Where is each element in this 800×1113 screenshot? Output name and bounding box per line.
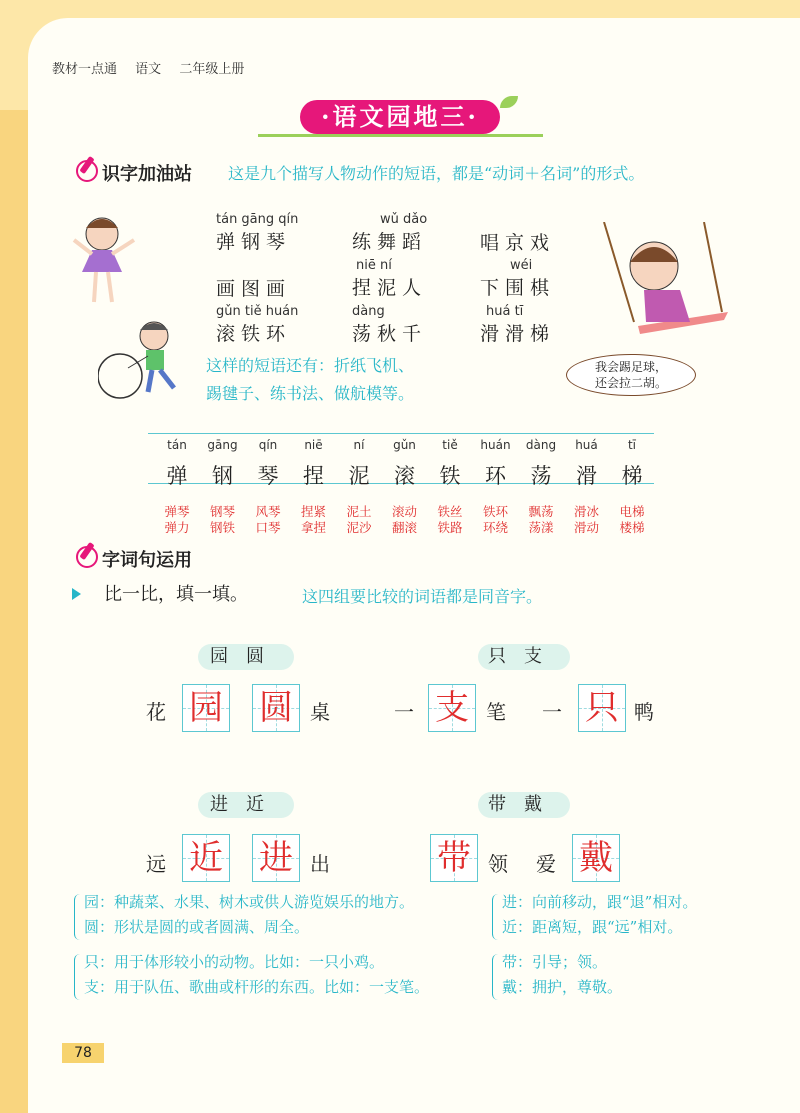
phrase-text: 滚铁环 <box>216 323 292 345</box>
char-glyph: 滑 <box>576 464 597 488</box>
char-word: 飘荡 <box>528 504 554 519</box>
phrase-text: 弹钢琴 <box>216 231 292 253</box>
speech-bubble-line-2: 还会拉二胡。 <box>594 376 667 390</box>
word-pair-pill: 进近 <box>198 792 294 818</box>
phrase-text: 画图画 <box>216 278 292 300</box>
boy-hoop-illustration <box>98 312 188 402</box>
char-column <box>200 438 246 536</box>
char-column <box>518 438 564 536</box>
phrase-7 <box>216 304 298 346</box>
answer-box <box>572 834 620 882</box>
char-column <box>427 438 473 536</box>
phrase-text: 捏泥人 <box>352 277 428 299</box>
answer-char: 进 <box>259 838 293 878</box>
more-phrases-line-1: 这样的短语还有：折纸飞机、 <box>206 356 415 375</box>
page-title: ·语文园地三· <box>300 100 500 134</box>
book-name: 教材一点通 <box>52 62 118 77</box>
answer-char: 近 <box>189 838 223 878</box>
answer-box <box>430 834 478 882</box>
char-column <box>473 438 519 536</box>
char-word: 铁环 <box>482 504 508 519</box>
char-word: 楼梯 <box>619 520 645 535</box>
char-pinyin: tán <box>167 438 187 452</box>
phrase-pinyin: dàng <box>352 304 385 319</box>
definition-line: 进：向前移动，跟“退”相对。 <box>502 893 698 911</box>
page-number: 78 <box>62 1043 104 1063</box>
char-pinyin: gǔn <box>393 438 416 452</box>
pencil-icon <box>76 160 98 182</box>
brace-icon <box>74 954 81 1000</box>
context-char: 出 <box>310 852 330 876</box>
char-column <box>609 438 655 536</box>
answer-box <box>428 684 476 732</box>
char-word: 翻滚 <box>391 520 417 535</box>
definition-line: 园：种蔬菜、水果、树木或供人游览娱乐的地方。 <box>84 893 415 911</box>
running-header <box>52 58 258 77</box>
section-title-literacy: 识字加油站 <box>102 164 192 185</box>
title-underline <box>258 134 543 137</box>
subject-name: 语文 <box>135 62 162 77</box>
definition-line: 支：用于队伍、歌曲或杆形的东西。比如：一支笔。 <box>84 978 430 996</box>
word-pair-pill: 只支 <box>478 644 570 670</box>
char-word: 口琴 <box>255 520 281 535</box>
definition-group-yuan <box>84 890 414 940</box>
char-pinyin: gāng <box>207 438 238 452</box>
answer-char: 园 <box>189 688 223 728</box>
context-char: 领 <box>488 852 508 876</box>
context-char: 一 <box>542 700 562 724</box>
definition-group-zhi <box>84 950 429 1000</box>
context-char: 一 <box>394 700 414 724</box>
char-column <box>245 438 291 536</box>
char-word: 钢琴 <box>209 504 235 519</box>
answer-box <box>578 684 626 732</box>
context-char: 爱 <box>536 852 556 876</box>
phrase-pinyin: wéi <box>510 258 533 273</box>
phrase-pinyin <box>480 212 555 228</box>
brace-icon <box>74 894 81 940</box>
phrase-text: 唱京戏 <box>480 232 556 254</box>
char-pinyin: ní <box>353 438 365 452</box>
char-pinyin: huá <box>575 438 598 452</box>
phrase-text: 滑滑梯 <box>480 323 556 345</box>
phrase-1 <box>216 212 298 254</box>
char-word: 滑冰 <box>573 504 599 519</box>
char-word: 拿捏 <box>300 520 326 535</box>
context-char: 花 <box>146 700 166 724</box>
char-word: 弹力 <box>164 520 190 535</box>
phrase-5 <box>352 258 427 300</box>
phrase-text: 下围棋 <box>480 277 556 299</box>
char-word: 捏紧 <box>300 504 326 519</box>
char-word: 风琴 <box>255 504 281 519</box>
char-column <box>564 438 610 536</box>
answer-char: 只 <box>585 688 619 728</box>
answer-char: 戴 <box>579 838 613 878</box>
char-glyph: 捏 <box>303 464 324 488</box>
char-word: 环绕 <box>482 520 508 535</box>
answer-char: 带 <box>437 838 471 878</box>
char-word: 泥土 <box>346 504 372 519</box>
definition-line: 圆：形状是圆的或者圆满、周全。 <box>84 918 310 936</box>
char-glyph: 环 <box>485 464 506 488</box>
phrase-text: 荡秋千 <box>352 323 428 345</box>
char-column <box>336 438 382 536</box>
context-char: 桌 <box>310 700 330 724</box>
char-column <box>291 438 337 536</box>
char-word: 滑动 <box>573 520 599 535</box>
answer-char: 支 <box>435 688 469 728</box>
char-pinyin: tiě <box>442 438 458 452</box>
char-word: 铁丝 <box>437 504 463 519</box>
exercise-note: 这四组要比较的词语都是同音字。 <box>302 587 543 606</box>
exercise-instruction: 比一比，填一填。 <box>104 584 248 605</box>
phrase-pinyin: niē ní <box>356 258 392 273</box>
phrase-6 <box>480 258 555 300</box>
speech-bubble <box>566 354 696 396</box>
char-table-top-rule <box>148 433 654 434</box>
phrase-grid <box>216 212 596 352</box>
answer-box <box>252 834 300 882</box>
phrase-4 <box>216 258 291 301</box>
more-phrases-line-2: 踢毽子、练书法、做航模等。 <box>206 384 415 403</box>
char-glyph: 泥 <box>348 464 370 488</box>
char-glyph: 荡 <box>530 464 552 488</box>
section-title-usage: 字词句运用 <box>102 550 192 571</box>
phrase-2 <box>352 212 427 254</box>
phrase-pinyin: tán gāng qín <box>216 212 299 227</box>
context-char: 远 <box>146 852 166 876</box>
definition-line: 带：引导；领。 <box>502 953 608 971</box>
char-glyph: 钢 <box>212 464 233 488</box>
speech-bubble-line-1: 我会踢足球， <box>594 360 667 374</box>
char-word: 电梯 <box>619 504 645 519</box>
brace-icon <box>492 894 499 940</box>
char-pinyin: huán <box>480 438 511 452</box>
definition-line: 只：用于体形较小的动物。比如：一只小鸡。 <box>84 953 385 971</box>
definition-line: 戴：拥护，尊敬。 <box>502 978 623 996</box>
phrase-pinyin: wǔ dǎo <box>380 212 428 227</box>
char-column <box>382 438 428 536</box>
context-char: 鸭 <box>634 700 654 724</box>
char-pinyin: qín <box>258 438 278 452</box>
girl-swing-illustration <box>594 222 734 352</box>
char-word: 泥沙 <box>346 520 372 535</box>
definition-group-dai <box>502 950 622 1000</box>
phrase-pinyin: huá tī <box>486 304 524 319</box>
answer-box <box>182 834 230 882</box>
brace-icon <box>492 954 499 1000</box>
char-glyph: 弹 <box>166 464 188 488</box>
phrase-8 <box>352 304 427 346</box>
pencil-icon <box>76 546 98 568</box>
dancer-girl-illustration <box>72 210 142 310</box>
char-glyph: 铁 <box>439 464 461 488</box>
char-word: 弹琴 <box>164 504 190 519</box>
phrase-9 <box>480 304 555 346</box>
phrase-pinyin <box>216 258 291 274</box>
char-pinyin: dàng <box>525 438 557 452</box>
char-glyph: 滚 <box>394 464 415 488</box>
phrase-3 <box>480 212 555 255</box>
char-glyph: 梯 <box>621 464 643 488</box>
play-arrow-icon <box>72 588 81 600</box>
char-word: 荡漾 <box>528 520 554 535</box>
answer-box <box>252 684 300 732</box>
definition-group-jin <box>502 890 697 940</box>
grade-name: 二年级上册 <box>179 62 245 77</box>
char-pinyin: niē <box>304 438 323 452</box>
more-phrases-note <box>206 352 414 408</box>
char-word: 钢铁 <box>209 520 235 535</box>
section-note-literacy: 这是九个描写人物动作的短语，都是“动词＋名词”的形式。 <box>228 164 645 183</box>
context-char: 笔 <box>486 700 506 724</box>
answer-box <box>182 684 230 732</box>
word-pair-pill: 带戴 <box>478 792 570 818</box>
char-word: 滚动 <box>391 504 417 519</box>
char-glyph: 琴 <box>257 464 279 488</box>
definition-line: 近：距离短，跟“远”相对。 <box>502 918 683 936</box>
phrase-text: 练舞蹈 <box>352 231 428 253</box>
char-word: 铁路 <box>437 520 463 535</box>
char-column <box>154 438 200 536</box>
word-pair-pill: 园圆 <box>198 644 294 670</box>
answer-char: 圆 <box>259 688 293 728</box>
char-pinyin: tī <box>627 438 637 452</box>
phrase-pinyin: gǔn tiě huán <box>216 304 299 319</box>
page-edge <box>0 110 28 1113</box>
